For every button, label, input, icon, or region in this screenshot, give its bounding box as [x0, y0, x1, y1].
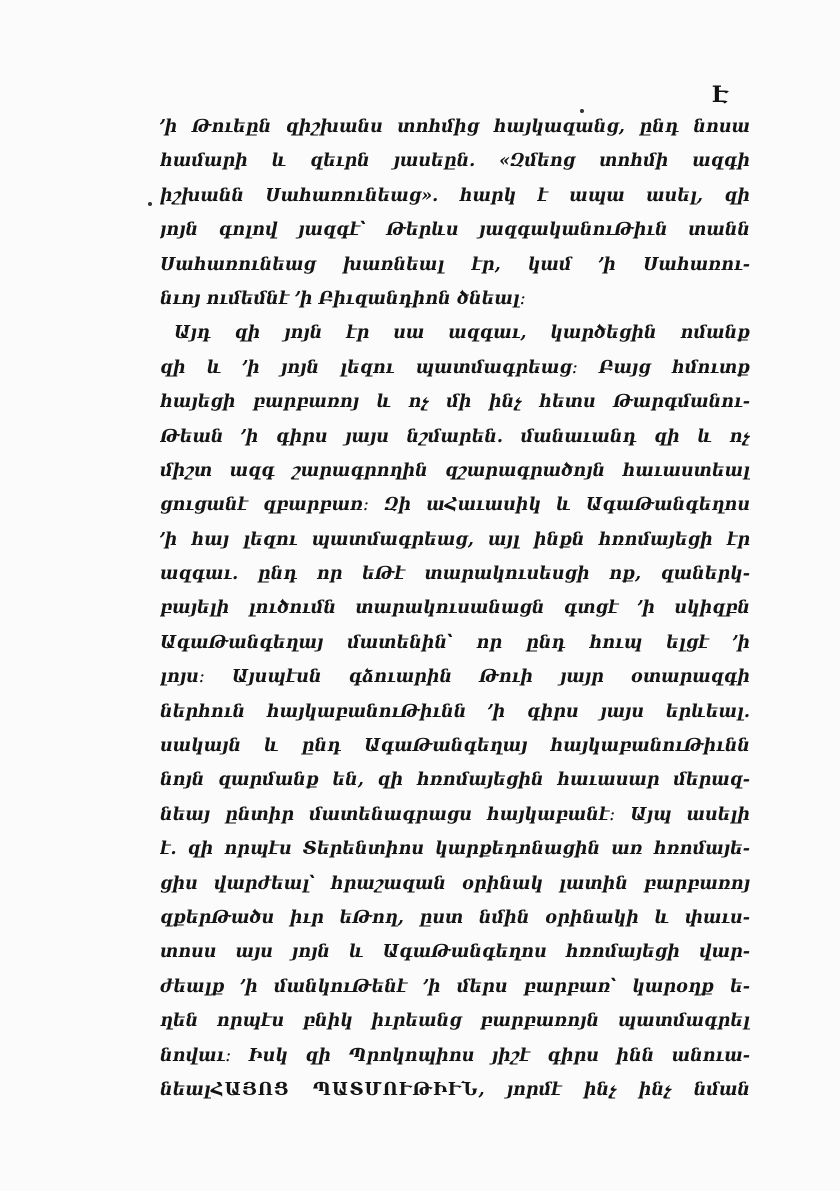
text-fragment: , յորմէ ինչ ինչ նման	[478, 1079, 750, 1100]
text-line-with-title	[160, 1073, 750, 1107]
text-line: ազգաւ. ընդ որ եԹէ տարակուսեսցի ոք, զաներկ-	[160, 564, 750, 585]
text-line: ղեն որպէս բնիկ իւրեանց բարբառոյն պատմագրել	[160, 1011, 750, 1032]
text-line: է. զի որպէս Տերենտիոս կարքեդոնացին առ հռոմայե-	[160, 839, 750, 860]
text-line: զքերԹածս իւր եԹող, ըստ նմին օրինակի և փաւս-	[160, 907, 750, 928]
text-fragment: նեալ	[160, 1079, 211, 1100]
text-line: զի և ՚ի յոյն լեզու պատմագրեաց։ Բայց հմուտք	[160, 357, 750, 378]
text-line: նոյն զարմանք են, զի հռոմայեցին հաւասար մերազ-	[160, 770, 750, 791]
text-line: յոյն գոլով յազգէ՝ Թերևս յազգականուԹիւն տանն	[160, 220, 750, 241]
text-line: Սահառունեաց խառնեալ էր, կամ ՚ի Սահառու-	[160, 254, 750, 275]
book-title: ՀԱՅՈՑ ՊԱՏՄՈՒԹԻՒՆ	[210, 1079, 479, 1100]
text-line: ՚ի Թուեըն զիշխանս տոհմից հայկազանց, ընդ նոսա	[160, 117, 750, 137]
text-line: ԱգաԹանգեղայ մատենին՝ որ ընդ հուպ ելցէ ՚ի	[160, 632, 750, 653]
text-line: ժեալք ՚ի մանկուԹենէ ՚ի մերս բարբառ՝ կարօղք ե-	[160, 976, 750, 997]
text-line: նեայ ընտիր մատենագրացս հայկաբանէ։ Այպ ասելի	[160, 804, 750, 825]
text-line: տոսս այս յոյն և ԱգաԹանգեղոս հռոմայեցի վար-	[160, 942, 750, 963]
text-line: հայեցի բարբառոյ և ոչ մի ինչ հետս Թարգմանու-	[160, 392, 750, 413]
body-text	[160, 110, 750, 1107]
text-line: ցուցանէ զբարբառ։ Զի աՀաւասիկ և ԱգաԹանգեղոս	[160, 495, 750, 516]
page-number: Է	[712, 82, 729, 108]
text-line: ներհուն հայկաբանուԹիւնն ՚ի գիրս յայս երևեալ.	[160, 701, 750, 722]
paragraph-first-line: Այդ զի յոյն էր սա ազգաւ, կարծեցին ոմանք	[174, 323, 750, 344]
text-line: լոյս։ Այսպէսն գձուարին Թուի յայր օտարազգի	[160, 667, 750, 688]
text-line: միշտ ազգ շարագրողին զշարագրածոյն հաւաստեալ	[160, 460, 750, 481]
text-line: սակայն և ընդ ԱգաԹանգեղայ հայկաբանուԹիւնն	[160, 736, 750, 757]
text-line: իշխանն Սահառունեաց». հարկ է ապա ասել, զի	[160, 185, 750, 206]
text-line: ՚ի հայ լեզու պատմագրեաց, այլ ինքն հռոմայեցի էր	[160, 529, 750, 550]
ink-dot	[148, 202, 152, 206]
text-line: նովաւ։ Իսկ զի Պրոկոպիոս յիշէ գիրս ինն անուա-	[160, 1045, 750, 1066]
text-line: Թեան ՚ի գիրս յայս նշմարեն. մանաւանդ զի և ոչ	[160, 426, 750, 447]
text-line: ցիս վարժեալ՝ հրաշազան օրինակ լատին բարբառոյ	[160, 873, 750, 894]
text-line: համարի և զեւրն յասեըն. «Զմեոց տոհմի ազգի	[160, 151, 750, 172]
text-line: բայելի լուծումն տարակուսանացն գտցէ ՚ի սկիզբն	[160, 598, 750, 619]
text-line: նւոյ ումեմնէ ՚ի Բիւզանդիոն ծնեալ։	[160, 288, 526, 309]
